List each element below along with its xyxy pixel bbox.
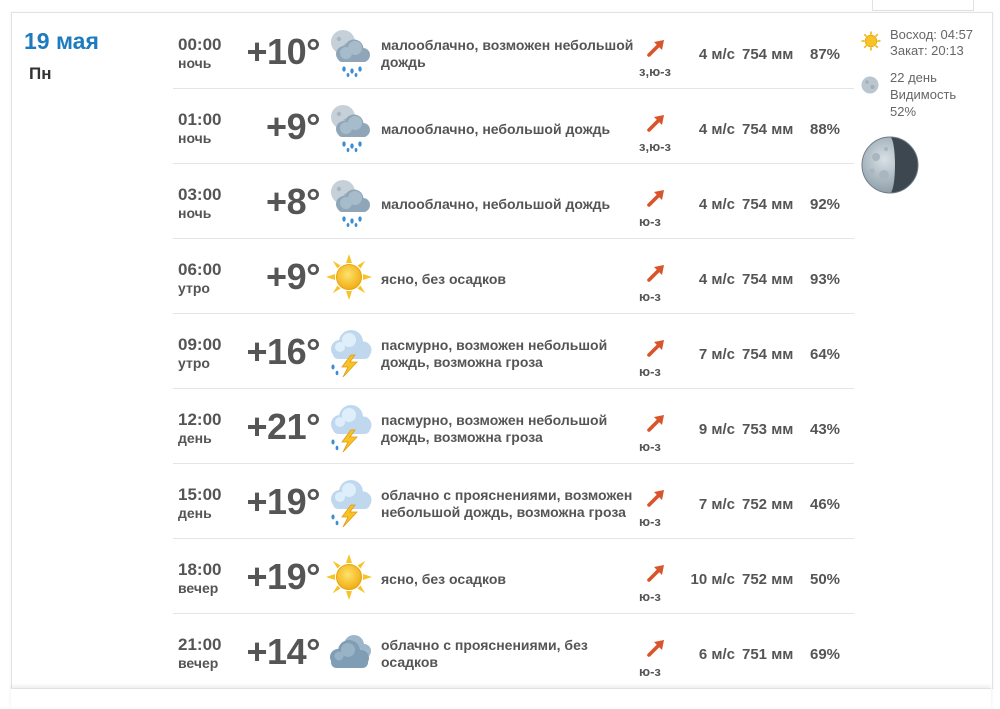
pressure: 754 мм	[742, 121, 794, 138]
wind-speed: 7 м/с	[698, 496, 735, 513]
wind-direction: ю-з	[639, 589, 661, 604]
wind-direction: ю-з	[639, 664, 661, 679]
hour-time: 18:00	[178, 560, 222, 579]
pressure: 751 мм	[742, 646, 794, 663]
wind-speed: 6 м/с	[698, 646, 735, 663]
hour-condition: малооблачно, небольшой дождь	[381, 121, 611, 137]
hour-period: вечер	[178, 580, 219, 596]
hour-period: вечер	[178, 655, 219, 671]
hour-temperature: +10°	[246, 31, 320, 72]
hour-time: 01:00	[178, 110, 222, 129]
wind-direction: ю-з	[639, 514, 661, 529]
humidity: 87%	[810, 46, 841, 63]
hour-condition: облачно с прояснениями, без осадков	[381, 637, 588, 670]
thunderstorm-cloud-icon	[324, 402, 374, 452]
thunderstorm-cloud-icon	[324, 327, 374, 377]
wind-arrow-icon	[645, 412, 667, 434]
hour-period: ночь	[178, 130, 212, 146]
wind-direction: ю-з	[639, 364, 661, 379]
hour-temperature: +9°	[266, 256, 320, 297]
pressure: 754 мм	[742, 196, 794, 213]
pressure: 752 мм	[742, 571, 794, 588]
wind-arrow-icon	[645, 637, 667, 659]
wind-speed: 4 м/с	[698, 271, 735, 288]
hour-temperature: +19°	[246, 556, 320, 597]
hour-period: день	[178, 430, 212, 446]
hour-time: 21:00	[178, 635, 222, 654]
visibility-label: Видимость	[890, 87, 957, 102]
sunrise-time: Восход: 04:57	[890, 27, 974, 42]
sunset-time: Закат: 20:13	[890, 43, 964, 58]
hour-period: утро	[178, 355, 210, 371]
visibility-value: 52%	[890, 104, 917, 119]
wind-arrow-icon	[645, 187, 667, 209]
wind-direction: ю-з	[639, 289, 661, 304]
wind-speed: 10 м/с	[690, 571, 735, 588]
night-cloud-rain-icon	[324, 27, 374, 77]
moon-phase-icon	[860, 135, 920, 195]
humidity: 92%	[810, 196, 841, 213]
hour-row	[173, 238, 854, 314]
hour-period: ночь	[178, 55, 212, 71]
wind-speed: 4 м/с	[698, 121, 735, 138]
hour-period: ночь	[178, 205, 212, 221]
humidity: 43%	[810, 421, 841, 438]
hour-condition: ясно, без осадков	[381, 571, 507, 587]
hour-row	[173, 13, 854, 89]
humidity: 50%	[810, 571, 841, 588]
hour-row	[173, 88, 854, 164]
hour-row	[173, 613, 854, 688]
previous-card-edge	[872, 0, 974, 11]
wind-speed: 4 м/с	[698, 46, 735, 63]
hour-temperature: +16°	[246, 331, 320, 372]
hour-condition: малооблачно, возможен небольшой дождь	[381, 37, 634, 70]
forecast-weekday: Пн	[29, 64, 52, 83]
hour-condition: пасмурно, возможен небольшой дождь, возможна гроза	[381, 412, 608, 445]
wind-arrow-icon	[645, 112, 667, 134]
hour-temperature: +8°	[266, 181, 320, 222]
wind-speed: 9 м/с	[698, 421, 735, 438]
hour-temperature: +19°	[246, 481, 320, 522]
hour-time: 00:00	[178, 35, 222, 54]
hour-condition: малооблачно, небольшой дождь	[381, 196, 611, 212]
wind-direction: з,ю-з	[639, 139, 671, 154]
sun-icon	[324, 552, 374, 602]
hour-time: 15:00	[178, 485, 222, 504]
wind-direction: ю-з	[639, 214, 661, 229]
wind-direction: ю-з	[639, 439, 661, 454]
hour-row	[173, 163, 854, 239]
pressure: 754 мм	[742, 271, 794, 288]
hour-row	[173, 313, 854, 389]
hour-condition: ясно, без осадков	[381, 271, 507, 287]
wind-arrow-icon	[645, 487, 667, 509]
wind-speed: 7 м/с	[698, 346, 735, 363]
hour-time: 12:00	[178, 410, 222, 429]
wind-speed: 4 м/с	[698, 196, 735, 213]
wind-arrow-icon	[645, 262, 667, 284]
forecast-date: 19 мая	[24, 28, 99, 54]
wind-arrow-icon	[645, 337, 667, 359]
next-day-card-edge	[11, 688, 991, 709]
hour-condition: пасмурно, возможен небольшой дождь, возможна гроза	[381, 337, 608, 370]
hour-period: утро	[178, 280, 210, 296]
pressure: 753 мм	[742, 421, 794, 438]
humidity: 93%	[810, 271, 841, 288]
hour-temperature: +14°	[246, 631, 320, 672]
sun-icon	[324, 252, 374, 302]
hour-row	[173, 538, 854, 614]
hour-row	[173, 388, 854, 464]
hour-time: 03:00	[178, 185, 222, 204]
hour-time: 09:00	[178, 335, 222, 354]
pressure: 754 мм	[742, 346, 794, 363]
hour-temperature: +9°	[266, 106, 320, 147]
wind-direction: з,ю-з	[639, 64, 671, 79]
pressure: 754 мм	[742, 46, 794, 63]
sunrise-sun-icon	[861, 31, 881, 51]
hour-condition: облачно с прояснениями, возможен небольшой дождь, возможна гроза	[381, 487, 633, 520]
thunderstorm-cloud-icon	[324, 477, 374, 527]
pressure: 752 мм	[742, 496, 794, 513]
hour-period: день	[178, 505, 212, 521]
night-cloud-rain-icon	[324, 177, 374, 227]
wind-arrow-icon	[645, 37, 667, 59]
humidity: 46%	[810, 496, 841, 513]
hour-time: 06:00	[178, 260, 222, 279]
wind-arrow-icon	[645, 562, 667, 584]
humidity: 88%	[810, 121, 841, 138]
hour-temperature: +21°	[246, 406, 320, 447]
hour-row	[173, 463, 854, 539]
night-cloud-rain-icon	[324, 102, 374, 152]
humidity: 69%	[810, 646, 841, 663]
moon-icon	[861, 76, 879, 94]
humidity: 64%	[810, 346, 841, 363]
moon-day: 22 день	[890, 70, 937, 85]
cloud-icon	[324, 627, 374, 677]
